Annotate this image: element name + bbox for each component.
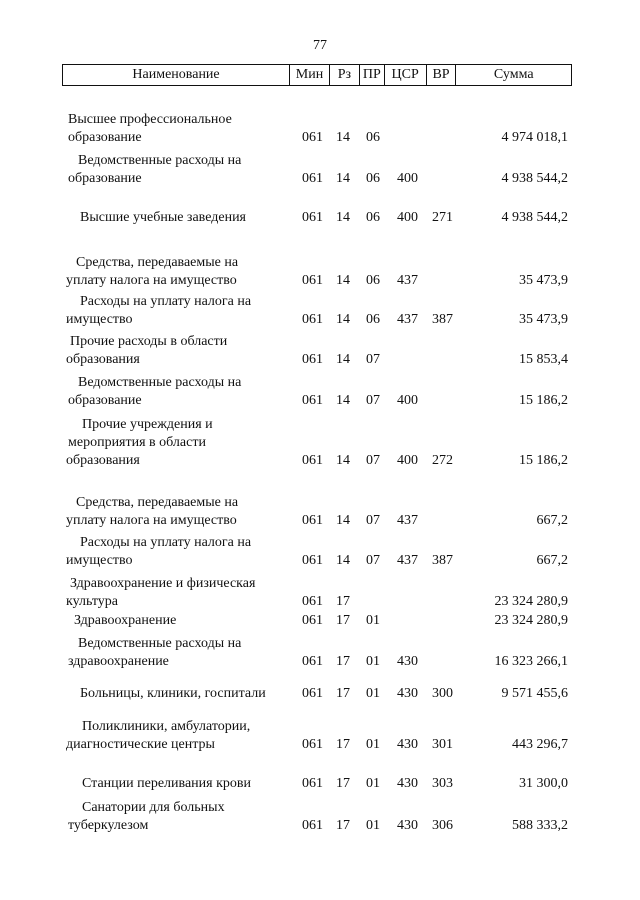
row-min: 061 — [302, 273, 323, 288]
row-min: 061 — [302, 352, 323, 367]
row-rz: 14 — [336, 553, 350, 568]
row-sum: 23 324 280,9 — [494, 613, 568, 628]
row-rz: 17 — [336, 737, 350, 752]
row-name-line: Высшее профессиональное — [68, 112, 232, 127]
row-pr: 01 — [366, 654, 380, 669]
row-pr: 06 — [366, 130, 380, 145]
row-min: 061 — [302, 613, 323, 628]
row-min: 061 — [302, 312, 323, 327]
row-csr: 430 — [397, 776, 418, 791]
row-csr: 430 — [397, 686, 418, 701]
row-min: 061 — [302, 553, 323, 568]
row-name-line: Средства, передаваемые на — [76, 495, 239, 510]
page-number: 77 — [313, 38, 327, 53]
row-min: 061 — [302, 171, 323, 186]
row-vr: 303 — [432, 776, 453, 791]
header-name: Наименование — [63, 65, 290, 85]
row-name-line: имущество — [66, 553, 133, 568]
row-name-line: образование — [68, 130, 142, 145]
row-sum: 4 938 544,2 — [501, 171, 568, 186]
row-rz: 14 — [336, 352, 350, 367]
row-pr: 01 — [366, 613, 380, 628]
row-sum: 15 853,4 — [519, 352, 568, 367]
row-rz: 14 — [336, 513, 350, 528]
row-rz: 17 — [336, 613, 350, 628]
header-pr: ПР — [360, 65, 385, 85]
row-pr: 01 — [366, 686, 380, 701]
row-name-line: Ведомственные расходы на — [78, 636, 242, 651]
row-min: 061 — [302, 130, 323, 145]
row-name-line: Прочие учреждения и — [82, 417, 213, 432]
header-sum: Сумма — [493, 67, 534, 82]
row-csr: 430 — [397, 654, 418, 669]
row-pr: 06 — [366, 210, 380, 225]
row-name-line: диагностические центры — [66, 737, 215, 752]
row-pr: 07 — [366, 453, 380, 468]
row-name-line: Поликлиники, амбулатории, — [82, 719, 251, 734]
row-sum: 15 186,2 — [519, 453, 568, 468]
row-sum: 16 323 266,1 — [494, 654, 568, 669]
row-csr: 437 — [397, 513, 418, 528]
row-vr: 272 — [432, 453, 453, 468]
row-min: 061 — [302, 776, 323, 791]
row-name-line: мероприятия в области — [68, 435, 206, 450]
table-row — [0, 209, 640, 227]
table-row — [0, 685, 640, 703]
row-rz: 14 — [336, 312, 350, 327]
row-rz: 14 — [336, 130, 350, 145]
row-min: 061 — [302, 686, 323, 701]
header-rz: Рз — [330, 65, 360, 85]
row-sum: 9 571 455,6 — [501, 686, 568, 701]
row-vr: 301 — [432, 737, 453, 752]
row-sum: 667,2 — [536, 513, 568, 528]
table-row — [0, 374, 640, 410]
row-name-line: Расходы на уплату налога на — [80, 294, 252, 309]
row-name-line: Здравоохранение — [74, 613, 177, 628]
table-row — [0, 494, 640, 530]
row-sum: 35 473,9 — [519, 273, 568, 288]
row-name-line: Больницы, клиники, госпитали — [80, 686, 266, 701]
table-row — [0, 635, 640, 671]
table-row — [0, 534, 640, 570]
row-rz: 17 — [336, 776, 350, 791]
row-pr: 07 — [366, 352, 380, 367]
row-name-line: туберкулезом — [68, 818, 149, 833]
table-row — [0, 575, 640, 611]
row-rz: 14 — [336, 210, 350, 225]
row-csr: 400 — [397, 393, 418, 408]
row-min: 061 — [302, 654, 323, 669]
row-name-line: Здравоохранение и физическая — [70, 576, 256, 591]
row-rz: 14 — [336, 273, 350, 288]
row-name-line: здравоохранение — [68, 654, 169, 669]
row-name-line: Ведомственные расходы на — [78, 153, 242, 168]
row-rz: 14 — [336, 393, 350, 408]
row-name-line: образование — [68, 393, 142, 408]
row-csr: 430 — [397, 818, 418, 833]
row-vr: 387 — [432, 312, 453, 327]
row-pr: 01 — [366, 737, 380, 752]
row-name-line: культура — [66, 594, 118, 609]
row-name-line: образование — [68, 171, 142, 186]
row-pr: 07 — [366, 513, 380, 528]
row-name-line: Ведомственные расходы на — [78, 375, 242, 390]
row-rz: 14 — [336, 453, 350, 468]
row-name-line: Расходы на уплату налога на — [80, 535, 252, 550]
table-row — [0, 775, 640, 793]
row-min: 061 — [302, 393, 323, 408]
row-rz: 17 — [336, 654, 350, 669]
row-rz: 17 — [336, 818, 350, 833]
row-name-line: имущество — [66, 312, 133, 327]
row-sum: 35 473,9 — [519, 312, 568, 327]
table-row — [0, 111, 640, 147]
row-sum: 15 186,2 — [519, 393, 568, 408]
header-min: Мин — [290, 65, 330, 85]
row-vr: 387 — [432, 553, 453, 568]
row-name-line: уплату налога на имущество — [66, 513, 237, 528]
row-pr: 01 — [366, 776, 380, 791]
row-name-line: Средства, передаваемые на — [76, 255, 239, 270]
row-pr: 01 — [366, 818, 380, 833]
row-name-line: образования — [66, 453, 140, 468]
table-row — [0, 416, 640, 470]
row-sum: 667,2 — [536, 553, 568, 568]
table-row — [0, 612, 640, 630]
table-row — [0, 799, 640, 835]
row-pr: 07 — [366, 393, 380, 408]
row-pr: 06 — [366, 171, 380, 186]
row-rz: 17 — [336, 686, 350, 701]
row-vr: 306 — [432, 818, 453, 833]
row-sum: 4 938 544,2 — [501, 210, 568, 225]
row-vr: 271 — [432, 210, 453, 225]
row-min: 061 — [302, 594, 323, 609]
row-pr: 06 — [366, 273, 380, 288]
header-csr: ЦСР — [385, 65, 427, 85]
row-sum: 31 300,0 — [519, 776, 568, 791]
row-min: 061 — [302, 210, 323, 225]
row-min: 061 — [302, 818, 323, 833]
row-csr: 400 — [397, 171, 418, 186]
row-csr: 400 — [397, 453, 418, 468]
row-rz: 14 — [336, 171, 350, 186]
table-header — [62, 64, 572, 86]
header-vr: ВР — [427, 65, 457, 85]
row-pr: 06 — [366, 312, 380, 327]
row-sum: 588 333,2 — [512, 818, 568, 833]
row-csr: 437 — [397, 273, 418, 288]
row-min: 061 — [302, 737, 323, 752]
row-vr: 300 — [432, 686, 453, 701]
table-row — [0, 718, 640, 754]
row-sum: 23 324 280,9 — [494, 594, 568, 609]
row-name-line: образования — [66, 352, 140, 367]
table-row — [0, 293, 640, 329]
row-name-line: Прочие расходы в области — [70, 334, 228, 349]
row-name-line: Санатории для больных — [82, 800, 225, 815]
row-csr: 437 — [397, 553, 418, 568]
row-name-line: Станции переливания крови — [82, 776, 251, 791]
row-pr: 07 — [366, 553, 380, 568]
row-name-line: Высшие учебные заведения — [80, 210, 246, 225]
table-row — [0, 152, 640, 188]
row-sum: 4 974 018,1 — [501, 130, 568, 145]
row-rz: 17 — [336, 594, 350, 609]
row-min: 061 — [302, 513, 323, 528]
row-csr: 437 — [397, 312, 418, 327]
row-name-line: уплату налога на имущество — [66, 273, 237, 288]
row-csr: 400 — [397, 210, 418, 225]
table-row — [0, 333, 640, 369]
row-sum: 443 296,7 — [512, 737, 568, 752]
row-csr: 430 — [397, 737, 418, 752]
table-row — [0, 254, 640, 290]
row-min: 061 — [302, 453, 323, 468]
